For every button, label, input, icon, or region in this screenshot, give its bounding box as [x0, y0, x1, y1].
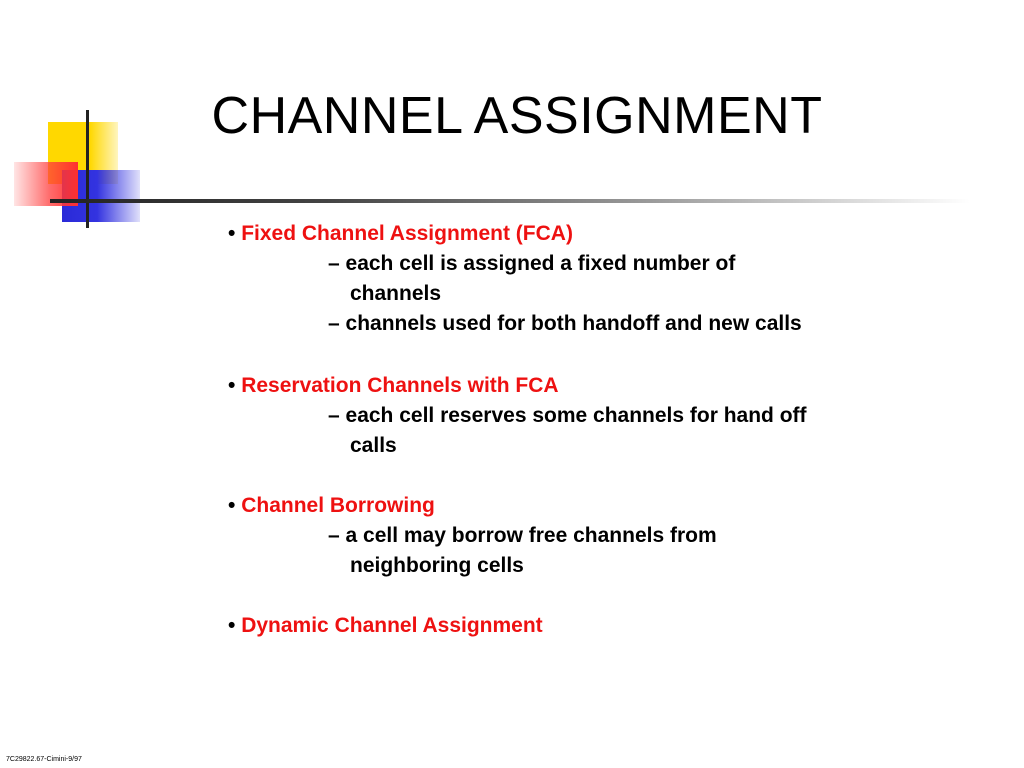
slide-title: CHANNEL ASSIGNMENT — [211, 87, 823, 145]
bullet-dot-icon: • — [228, 494, 236, 517]
bullet-label: Reservation Channels with FCA — [241, 374, 559, 397]
bullet-label: Channel Borrowing — [241, 494, 435, 517]
bullet-item — [228, 219, 848, 249]
sub-bullet: – each cell is assigned a fixed number of channels — [328, 252, 736, 305]
sub-bullet: – each cell reserves some channels for hand off calls — [328, 404, 807, 457]
bullet-group-dynamic — [228, 611, 848, 641]
bullet-label: Dynamic Channel Assignment — [241, 614, 543, 637]
bullet-group-borrowing — [228, 491, 848, 581]
footer-code: 7C29822.67-Cimini-9/97 — [6, 756, 82, 763]
bullet-dot-icon: • — [228, 222, 236, 245]
bullet-dot-icon: • — [228, 374, 236, 397]
bullet-dot-icon: • — [228, 614, 236, 637]
bullet-item — [228, 491, 848, 521]
title-underline — [50, 199, 970, 203]
bullet-list — [228, 219, 848, 673]
bullet-item — [228, 371, 848, 401]
bullet-item — [228, 611, 848, 641]
bullet-group-fca — [228, 219, 848, 339]
sub-bullet: – a cell may borrow free channels from neighboring cells — [328, 524, 717, 577]
bullet-label: Fixed Channel Assignment (FCA) — [241, 222, 573, 245]
sub-bullet: – channels used for both handoff and new calls — [328, 312, 802, 335]
bullet-group-reservation — [228, 371, 848, 461]
